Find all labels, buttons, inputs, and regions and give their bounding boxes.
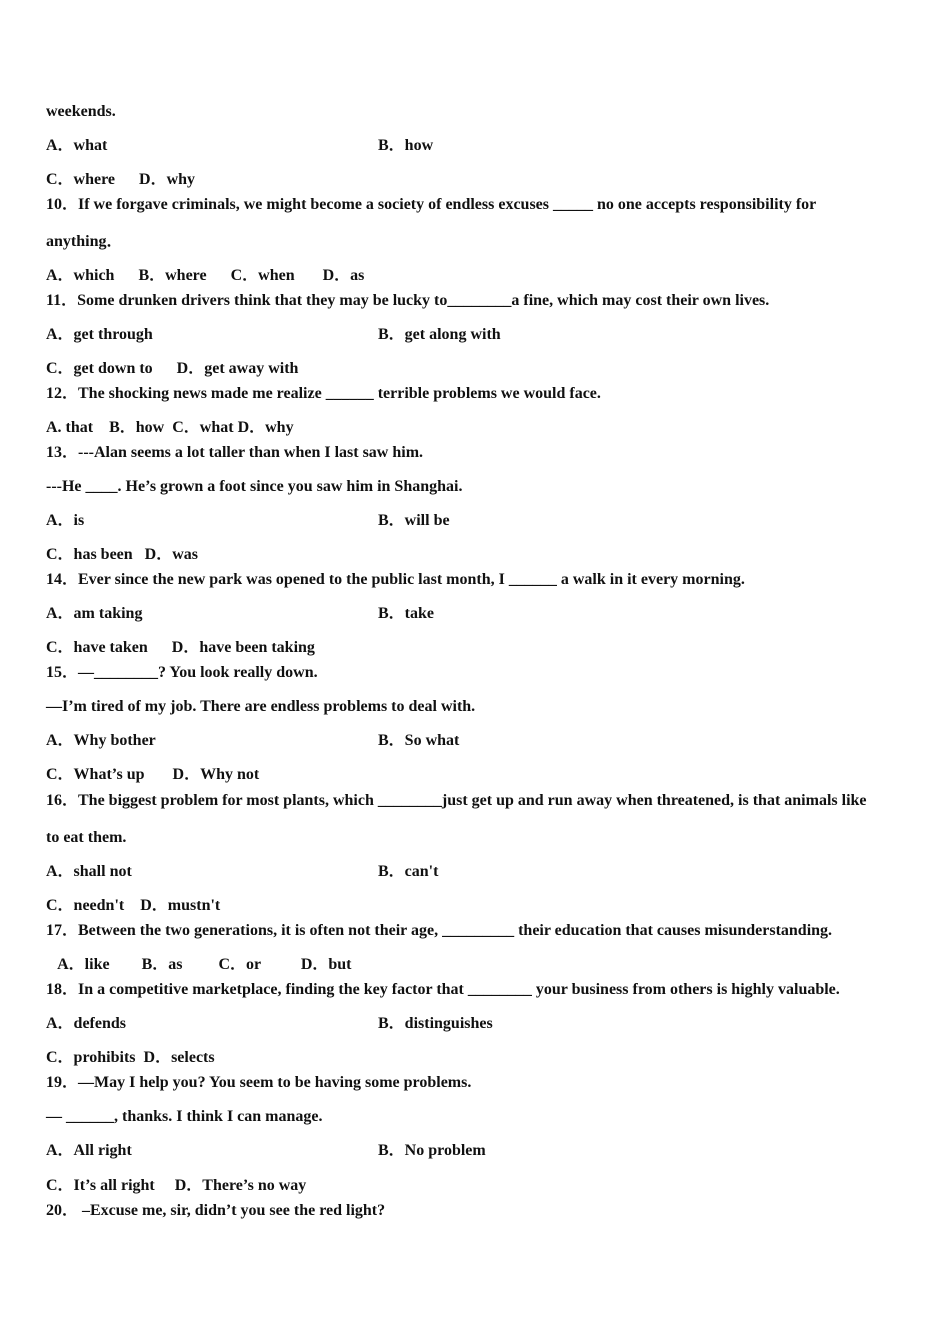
option-a: A．defends xyxy=(46,1015,127,1032)
option-b: B．get along with xyxy=(378,326,501,343)
option-b: B．can't xyxy=(378,863,439,880)
option-a: A．Why bother xyxy=(46,732,156,749)
question-14: 14．Ever since the new park was opened to the public last month, I ______ a walk in it every morning. xyxy=(46,571,745,588)
question-16: 16．The biggest problem for most plants, which ________just get up and run away when threatened, is that animals like xyxy=(46,792,867,809)
options-c-d: C．where D．why xyxy=(46,171,196,188)
question-13-cont: ---He ____. He’s grown a foot since you saw him in Shanghai. xyxy=(46,478,463,495)
question-20: 20． –Excuse me, sir, didn’t you see the red light? xyxy=(46,1202,386,1219)
question-12: 12．The shocking news made me realize ______ terrible problems we would face. xyxy=(46,385,601,402)
option-a: A．what xyxy=(46,137,108,154)
question-18: 18．In a competitive marketplace, finding the key factor that ________ your business from others is highly valuable. xyxy=(46,981,840,998)
options-row: A．which B．where C．when D．as xyxy=(46,267,365,284)
question-10-cont: anything． xyxy=(46,233,123,250)
question-19-cont: — ______, thanks. I think I can manage. xyxy=(46,1108,323,1125)
option-b: B．will be xyxy=(378,512,450,529)
option-a: A．is xyxy=(46,512,85,529)
question-15-cont: —I’m tired of my job. There are endless problems to deal with. xyxy=(46,698,476,715)
question-17: 17．Between the two generations, it is often not their age, _________ their education that causes misunderstanding. xyxy=(46,922,833,939)
options-c-d: C．have taken D．have been taking xyxy=(46,639,315,656)
options-c-d: C．What’s up D．Why not xyxy=(46,766,260,783)
option-b: B．take xyxy=(378,605,435,622)
option-b: B．how xyxy=(378,137,434,154)
text-line: weekends. xyxy=(46,103,116,120)
options-c-d: C．prohibits D．selects xyxy=(46,1049,215,1066)
options-c-d: C．has been D．was xyxy=(46,546,199,563)
option-a: A．am taking xyxy=(46,605,143,622)
question-16-cont: to eat them. xyxy=(46,829,127,846)
question-11: 11．Some drunken drivers think that they may be lucky to________a fine, which may cost their own lives. xyxy=(46,292,770,309)
option-a: A．All right xyxy=(46,1142,132,1159)
option-b: B．distinguishes xyxy=(378,1015,493,1032)
question-13: 13．---Alan seems a lot taller than when I last saw him. xyxy=(46,444,424,461)
options-c-d: C．needn't D．mustn't xyxy=(46,897,221,914)
option-b: B．No problem xyxy=(378,1142,486,1159)
question-19: 19．—May I help you? You seem to be having some problems. xyxy=(46,1074,472,1091)
options-row: A．like B．as C．or D．but xyxy=(46,956,352,973)
option-a: A．shall not xyxy=(46,863,132,880)
options-c-d: C．get down to D．get away with xyxy=(46,360,299,377)
option-b: B．So what xyxy=(378,732,460,749)
options-c-d: C．It’s all right D．There’s no way xyxy=(46,1177,307,1194)
question-15: 15．—________? You look really down. xyxy=(46,664,318,681)
option-a: A．get through xyxy=(46,326,153,343)
options-row: A. that B．how C．what D．why xyxy=(46,419,294,436)
question-10: 10．If we forgave criminals, we might become a society of endless excuses _____ no one accepts responsibility for xyxy=(46,196,817,213)
